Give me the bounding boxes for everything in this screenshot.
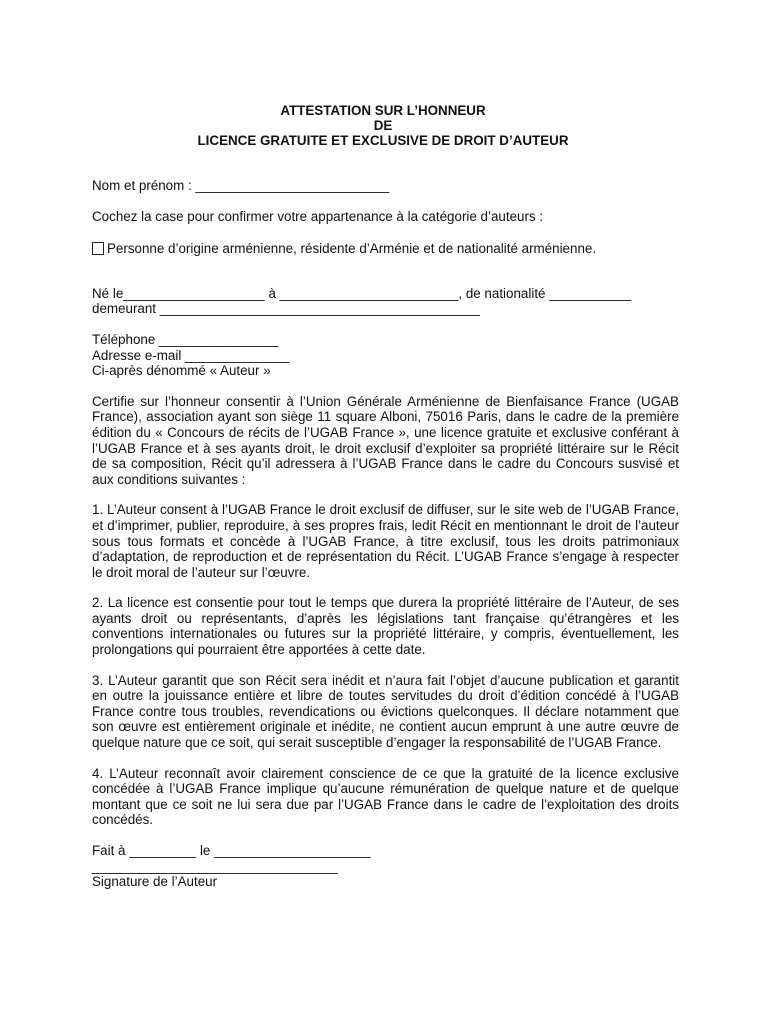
- clause-1: 1. L’Auteur consent à l’UGAB France le droit exclusif de diffuser, sur le site web de l’UGAB France, et d’imprimer, publier, reproduire, à ses propres frais, ledit Récit en mentionnant le droit de l’auteur sous tous formats et concède à l’UGAB France, à titre exclusif, tous les droits patrimoniaux d’adaptation, de reproduction et de représentation du Récit. L’UGAB France s’engage à respecter le droit moral de l’auteur sur l’œuvre.: [92, 502, 679, 580]
- name-field[interactable]: Nom et prénom : __________________________: [92, 178, 390, 193]
- signature-label: Signature de l’Auteur: [92, 874, 218, 890]
- title-line-2: DE: [373, 118, 393, 133]
- document-page: [92, 103, 679, 890]
- clause-3: 3. L’Auteur garantit que son Récit sera inédit et n’aura fait l’objet d’aucune publication et garantit en outre la jouissance entière et libre de toutes servitudes du droit d’édition concédé à l’UGAB France contre tous troubles, revendications ou évictions quelconques. Il déclare notamment que son œuvre est entièrement originale et inédite, ne contient aucun emprunt à une autre œuvre de quelque nature que ce soit, qui serait susceptible d’engager la responsabilité de l’UGAB France.: [92, 672, 679, 751]
- document-title: [87, 103, 679, 148]
- title-line-1: ATTESTATION SUR L’HONNEUR: [280, 103, 486, 118]
- intro-paragraph: Certifie sur l’honneur consentir à l’Union Générale Arménienne de Bienfaisance France (UGAB France), association ayant son siège 11 square Alboni, 75016 Paris, dans le cadre de la première édition du « Concours de récits de l’UGAB France », une licence gratuite et exclusive conférant à l’UGAB France et à ses ayants droit, le droit exclusif d’exploiter sa propriété littéraire sur le Récit de sa composition, Récit qu’il adressera à l’UGAB France dans le cadre du Concours susvisé et aux conditions suivantes :: [92, 393, 679, 487]
- author-designation: Ci-après dénommé « Auteur »: [92, 363, 271, 379]
- place-date-field[interactable]: Fait à _________ le _____________________: [92, 843, 371, 858]
- category-checkbox[interactable]: [92, 242, 104, 255]
- category-prompt: Cochez la case pour confirmer votre appartenance à la catégorie d’auteurs :: [92, 208, 544, 224]
- category-option: [92, 241, 679, 257]
- clause-4: 4. L’Auteur reconnaît avoir clairement conscience de ce que la gratuité de la licence exclusive concédée à l’UGAB France implique qu’aucune rémunération de quelque nature et de quelque montant que ce soit ne lui sera due par l’UGAB France dans le cadre de l’exploitation des droits concédés.: [92, 765, 679, 828]
- phone-field[interactable]: Téléphone ________________: [92, 331, 279, 347]
- email-field[interactable]: Adresse e-mail ______________: [92, 347, 290, 363]
- category-checkbox-label: Personne d’origine arménienne, résidente d’Arménie et de nationalité arménienne.: [107, 241, 597, 257]
- clause-2: 2. La licence est consentie pour tout le temps que durera la propriété littéraire de l’Auteur, de ses ayants droit ou représentants, d’après les législations tant française qu’étrangères et les conventions internationales ou futures sur la propriété littéraire, y compris, éventuellement, les prolongations qui pourraient être apportées à cette date.: [92, 595, 679, 658]
- title-line-3: LICENCE GRATUITE ET EXCLUSIVE DE DROIT D’AUTEUR: [197, 133, 569, 148]
- signature-line[interactable]: _________________________________: [92, 858, 338, 874]
- birth-field[interactable]: Né le___________________ à ________________________, de nationalité ___________: [92, 285, 632, 301]
- residence-field[interactable]: demeurant ___________________________________________: [92, 301, 480, 317]
